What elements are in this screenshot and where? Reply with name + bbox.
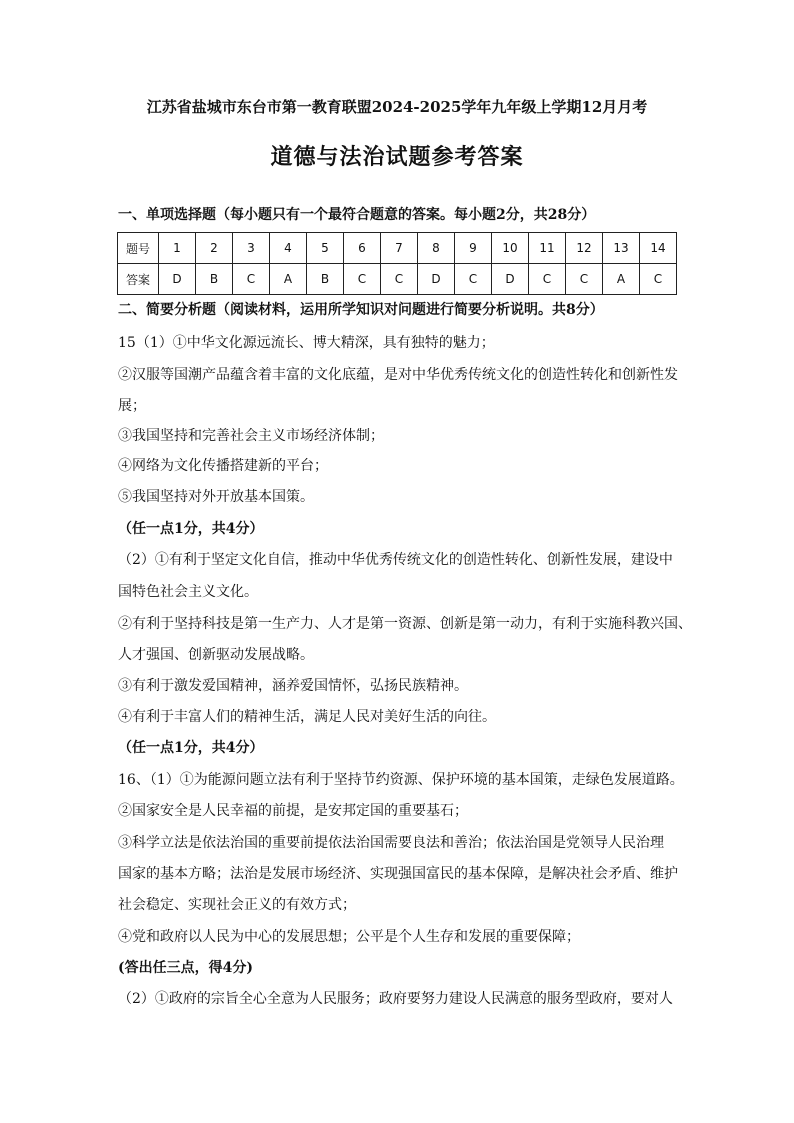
answer-cell: C <box>344 264 381 295</box>
question-number: 9 <box>455 233 492 264</box>
answer-cell: C <box>640 264 677 295</box>
score-note: (答出任三点，得4分) <box>118 960 253 976</box>
answer-cell: C <box>455 264 492 295</box>
score-note: （任一点1分，共4分） <box>118 521 264 537</box>
row-label-answer: 答案 <box>118 264 159 295</box>
answer-table <box>117 232 677 295</box>
body-line: 16、（1）①为能源问题立法有利于坚持节约资源、保护环境的基本国策，走绿色发展道路。 <box>118 772 684 788</box>
body-line: 15（1）①中华文化源远流长、博大精深，具有独特的魅力； <box>118 335 495 351</box>
question-number: 2 <box>196 233 233 264</box>
body-line: 人才强国、创新驱动发展战略。 <box>118 647 314 663</box>
question-number: 3 <box>233 233 270 264</box>
answer-cell: C <box>381 264 418 295</box>
body-line: ②国家安全是人民幸福的前提，是安邦定国的重要基石； <box>118 803 468 819</box>
question-number: 13 <box>603 233 640 264</box>
question-number: 1 <box>159 233 196 264</box>
answer-cell: C <box>566 264 603 295</box>
answer-cell: A <box>603 264 640 295</box>
score-note: （任一点1分，共4分） <box>118 740 264 756</box>
body-line: ③有利于激发爱国精神，涵养爱国情怀，弘扬民族精神。 <box>118 678 468 694</box>
body-line: ②有利于坚持科技是第一生产力、人才是第一资源、创新是第一动力，有利于实施科教兴国、 <box>118 616 692 632</box>
exam-title: 江苏省盐城市东台市第一教育联盟2024-2025学年九年级上学期12月月考 <box>146 98 648 116</box>
question-number: 8 <box>418 233 455 264</box>
body-line: 社会稳定、实现社会正义的有效方式； <box>118 897 356 913</box>
body-line: ④党和政府以人民为中心的发展思想；公平是个人生存和发展的重要保障； <box>118 929 580 945</box>
table-row <box>118 233 677 264</box>
answer-cell: B <box>196 264 233 295</box>
answer-key-title: 道德与法治试题参考答案 <box>270 144 524 170</box>
body-line: 展； <box>118 398 146 414</box>
question-number: 4 <box>270 233 307 264</box>
table-row <box>118 264 677 295</box>
answer-cell: C <box>233 264 270 295</box>
question-number: 5 <box>307 233 344 264</box>
question-number: 14 <box>640 233 677 264</box>
section1-heading: 一、单项选择题（每小题只有一个最符合题意的答案。每小题2分，共28分） <box>118 207 596 223</box>
body-line: ③我国坚持和完善社会主义市场经济体制； <box>118 428 384 444</box>
answer-cell: A <box>270 264 307 295</box>
answer-cell: D <box>418 264 455 295</box>
body-line: ⑤我国坚持对外开放基本国策。 <box>118 489 314 505</box>
body-line: 国特色社会主义文化。 <box>118 584 258 600</box>
body-line: ④有利于丰富人们的精神生活，满足人民对美好生活的向往。 <box>118 709 496 725</box>
question-number: 12 <box>566 233 603 264</box>
answer-cell: B <box>307 264 344 295</box>
question-number: 10 <box>492 233 529 264</box>
body-line: 国家的基本方略；法治是发展市场经济、实现强国富民的基本保障，是解决社会矛盾、维护 <box>118 866 678 882</box>
question-number: 6 <box>344 233 381 264</box>
row-label-number: 题号 <box>118 233 159 264</box>
answer-cell: D <box>492 264 529 295</box>
question-number: 7 <box>381 233 418 264</box>
section2-heading: 二、简要分析题（阅读材料，运用所学知识对问题进行简要分析说明。共8分） <box>118 302 604 318</box>
body-line: （2）①政府的宗旨全心全意为人民服务；政府要努力建设人民满意的服务型政府，要对人 <box>118 991 673 1007</box>
question-number: 11 <box>529 233 566 264</box>
body-line: ③科学立法是依法治国的重要前提依法治国需要良法和善治；依法治国是党领导人民治理 <box>118 835 664 851</box>
body-line: ②汉服等国潮产品蕴含着丰富的文化底蕴，是对中华优秀传统文化的创造性转化和创新性发 <box>118 367 678 383</box>
body-line: ④网络为文化传播搭建新的平台； <box>118 458 328 474</box>
answer-cell: D <box>159 264 196 295</box>
body-line: （2）①有利于坚定文化自信，推动中华优秀传统文化的创造性转化、创新性发展，建设中 <box>118 552 673 568</box>
answer-cell: C <box>529 264 566 295</box>
